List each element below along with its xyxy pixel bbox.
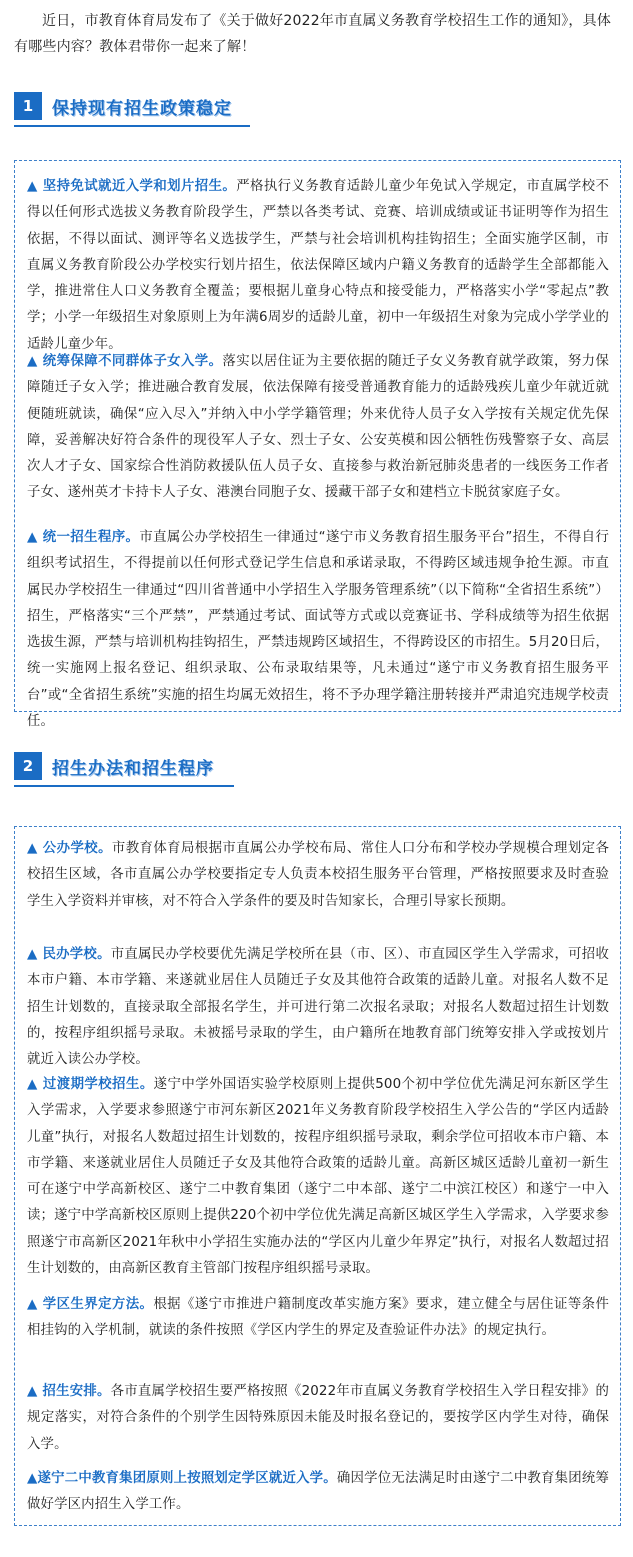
paragraph-heading: ▲ 统一招生程序。 <box>27 530 140 545</box>
paragraph-body: 严格执行义务教育适龄儿童少年免试入学规定，市直属学校不得以任何形式选拔义务教育阶段学生，严禁以各类考试、竞赛、培训成绩或证书证明等作为招生依据，不得以面试、测评等名义选拔学生，严禁与社会培训机构挂钩招生；全面实施学区制，市直属义务教育阶段公办学校实行划片招生，依法保障区域内户籍义务教育的适龄学生全部都能入学，推进常住人口义务教育全覆盖；要根据儿童身心特点和接受能力，严格落实小学“零起点”教学；小学一年级招生对象原则上为年满6周岁的适龄儿童，初中一年级招生对象为完成小学学业的适龄儿童少年。 <box>27 179 609 352</box>
paragraph-body: 遂宁中学外国语实验学校原则上提供500个初中学位优先满足河东新区学生入学需求，入学要求参照遂宁市河东新区2021年义务教育阶段学校招生入学公告的“学区内适龄儿童”执行，对报名人数超过招生计划数的，按程序组织摇号录取，剩余学位可招收本市户籍、本市学籍、来遂就业居住人员随迁子女及其他符合政策的适龄儿童。高新区城区适龄儿童初一新生可在遂宁中学高新校区、遂宁二中教育集团（遂宁二中本部、遂宁二中滨江校区）和遂宁一中入读；遂宁中学高新校区原则上提供220个初中学位优先满足高新区城区学生入学需求，入学要求参照遂宁市高新区2021年秋中小学招生实施办法的“学区内儿童少年界定”执行，对报名人数超过招生计划数的，由高新区教育主管部门按程序组织摇号录取。 <box>27 1077 609 1277</box>
paragraph-body: 落实以居住证为主要依据的随迁子女义务教育就学政策，努力保障随迁子女入学；推进融合教育发展，依法保障有接受普通教育能力的适龄残疾儿童少年就近就便随班就读，确保“应入尽入”并纳入中小学学籍管理；外来优待人员子女入学按有关规定优先保障，妥善解决好符合条件的现役军人子女、烈士子女、公安英模和因公牺牲伤残警察子女、高层次人才子女、国家综合性消防救援队伍人员子女、直接参与救治新冠肺炎患者的一线医务工作者子女、遂州英才卡持卡人子女、港澳台同胞子女、援藏干部子女和建档立卡脱贫家庭子女。 <box>27 354 609 501</box>
paragraph-heading: ▲遂宁二中教育集团原则上按照划定学区就近入学。 <box>27 1471 337 1486</box>
policy-paragraph <box>27 174 609 358</box>
paragraph-heading: ▲ 招生安排。 <box>27 1384 111 1399</box>
section-underline <box>14 785 234 787</box>
paragraph-heading: ▲ 公办学校。 <box>27 841 112 856</box>
paragraph-body: 各市直属学校招生要严格按照《2022年市直属义务教育学校招生入学日程安排》的规定落实，对符合条件的个别学生因特殊原因未能及时报名登记的，要按学区内学生对待，确保入学。 <box>27 1384 609 1452</box>
paragraph-body: 市教育体育局根据市直属公办学校布局、常住人口分布和学校办学规模合理划定各校招生区域，各市直属公办学校要指定专人负责本校招生服务平台管理，严格按照要求及时查验学生入学资料并审核，对不符合入学条件的要及时告知家长，合理引导家长预期。 <box>27 841 609 909</box>
section-2-box <box>14 826 621 1526</box>
policy-paragraph <box>27 1379 609 1458</box>
policy-paragraph <box>27 349 609 507</box>
section-1-box <box>14 160 621 730</box>
policy-paragraph <box>27 1072 609 1282</box>
paragraph-heading: ▲ 民办学校。 <box>27 947 111 962</box>
paragraph-body: 根据《遂宁市推进户籍制度改革实施方案》要求，建立健全与居住证等条件相挂钩的入学机制，就读的条件按照《学区内学生的界定及查验证件办法》的规定执行。 <box>27 1297 609 1339</box>
paragraph-heading: ▲ 过渡期学校招生。 <box>27 1077 154 1092</box>
section-title: 招生办法和招生程序 <box>52 759 214 779</box>
policy-paragraph <box>27 525 609 735</box>
intro-paragraph: 近日，市教育体育局发布了《关于做好2022年市直属义务教育学校招生工作的通知》，具体有哪些内容？教体君带你一起来了解！ <box>14 13 612 55</box>
section-number-badge: 1 <box>14 92 42 120</box>
policy-paragraph <box>27 836 609 915</box>
paragraph-heading: ▲ 坚持免试就近入学和划片招生。 <box>27 179 237 194</box>
policy-paragraph <box>27 942 609 1073</box>
paragraph-heading: ▲ 学区生界定方法。 <box>27 1297 154 1312</box>
policy-paragraph <box>27 1292 609 1345</box>
paragraph-body: 市直属公办学校招生一律通过“遂宁市义务教育招生服务平台”招生，不得自行组织考试招生，不得提前以任何形式登记学生信息和承诺录取，不得跨区域违规争抢生源。市直属民办学校招生一律通过“四川省普通中小学招生入学服务管理系统”（以下简称“全省招生系统”）招生，严格落实“三个严禁”，严禁通过考试、面试等方式或以竞赛证书、学科成绩等为招生依据选拔生源，严禁与培训机构挂钩招生，严禁违规跨区域招生，不得跨设区的市招生。5月20日后，统一实施网上报名登记、组织录取、公布录取结果等，凡未通过“遂宁市义务教育招生服务平台”或“全省招生系统”实施的招生均属无效招生，将不予办理学籍注册转接并严肃追究违规学校责任。 <box>27 530 610 730</box>
paragraph-heading: ▲ 统筹保障不同群体子女入学。 <box>27 354 223 369</box>
paragraph-body: 确因学位无法满足时由遂宁二中教育集团统筹做好学区内招生入学工作。 <box>27 1471 610 1513</box>
section-underline <box>14 125 250 127</box>
section-title: 保持现有招生政策稳定 <box>52 99 232 119</box>
paragraph-body: 市直属民办学校要优先满足学校所在县（市、区）、市直园区学生入学需求，可招收本市户籍、本市学籍、来遂就业居住人员随迁子女及其他符合政策的适龄儿童。对报名人数不足招生计划数的，直接录取全部报名学生，并可进行第二次报名录取；对报名人数超过招生计划数的，按程序组织摇号录取。未被摇号录取的学生，由户籍所在地教育部门统筹安排入学或按划片就近入读公办学校。 <box>27 947 609 1068</box>
policy-paragraph <box>27 1466 609 1519</box>
section-number-badge: 2 <box>14 752 42 780</box>
